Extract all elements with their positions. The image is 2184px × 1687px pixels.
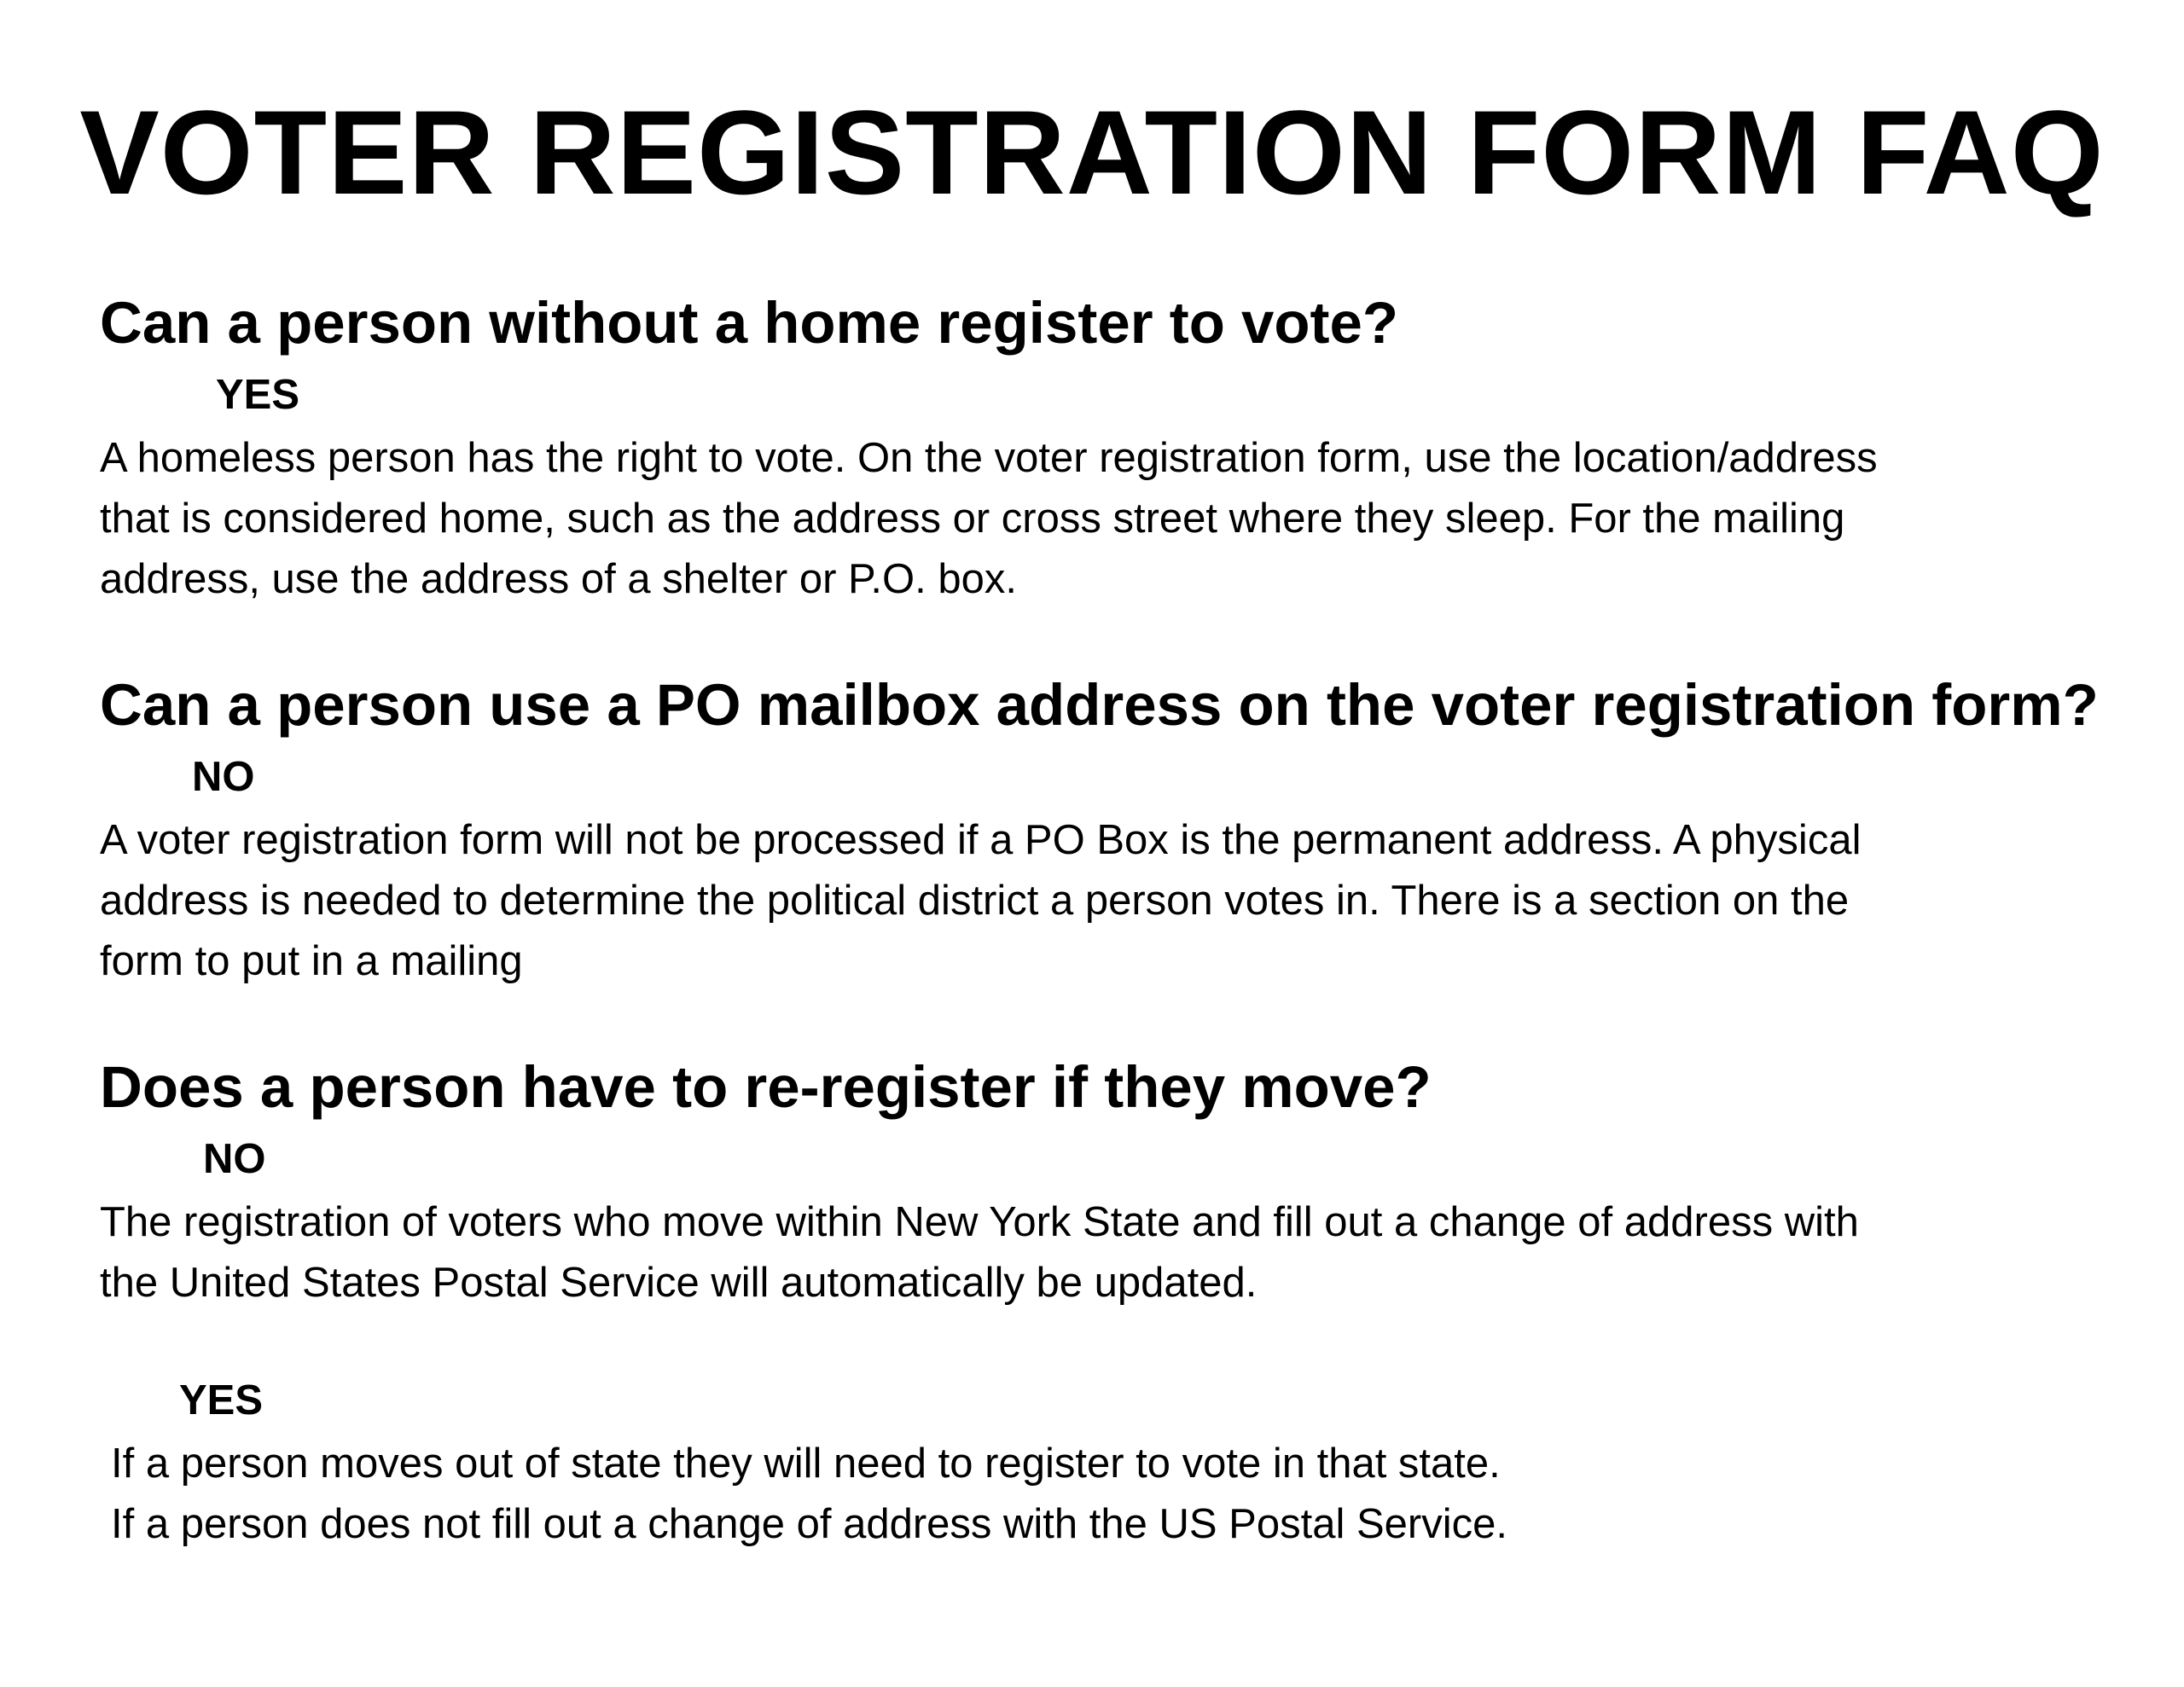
faq-explanation-po-box <box>100 810 2130 992</box>
faq-explanation-line: A homeless person has the right to vote. On the voter registration form, use the location/address <box>100 435 1878 481</box>
faq-answer-move-no: NO <box>203 1136 266 1182</box>
faq-explanation-line: that is considered home, such as the address or cross street where they sleep. For the mailing <box>100 496 1845 542</box>
faq-explanation-homeless <box>100 428 2130 610</box>
faq-explanation-move-yes <box>111 1434 2141 1555</box>
faq-explanation-move-no <box>100 1192 2130 1313</box>
faq-question-homeless: Can a person without a home register to vote? <box>100 290 1399 356</box>
faq-answer-move-yes: YES <box>179 1377 264 1423</box>
faq-explanation-line: A voter registration form will not be processed if a PO Box is the permanent address. A physical <box>100 817 1862 863</box>
faq-answer-po-box: NO <box>192 754 255 800</box>
faq-explanation-line: the United States Postal Service will automatically be updated. <box>100 1260 1258 1306</box>
faq-explanation-line: If a person does not fill out a change of address with the US Postal Service. <box>111 1501 1507 1547</box>
faq-question-po-box: Can a person use a PO mailbox address on the voter registration form? <box>100 672 2099 738</box>
faq-question-move: Does a person have to re-register if they move? <box>100 1054 1432 1120</box>
faq-explanation-line: If a person moves out of state they will need to register to vote in that state. <box>111 1441 1501 1487</box>
faq-explanation-line: form to put in a mailing <box>100 938 523 984</box>
faq-explanation-line: address is needed to determine the political district a person votes in. There is a section on the <box>100 878 1850 924</box>
page-title: VOTER REGISTRATION FORM FAQ <box>79 85 2105 219</box>
faq-explanation-line: The registration of voters who move within New York State and fill out a change of address with <box>100 1199 1859 1245</box>
faq-answer-homeless: YES <box>216 372 300 418</box>
faq-explanation-line: address, use the address of a shelter or P.O. box. <box>100 556 1017 602</box>
